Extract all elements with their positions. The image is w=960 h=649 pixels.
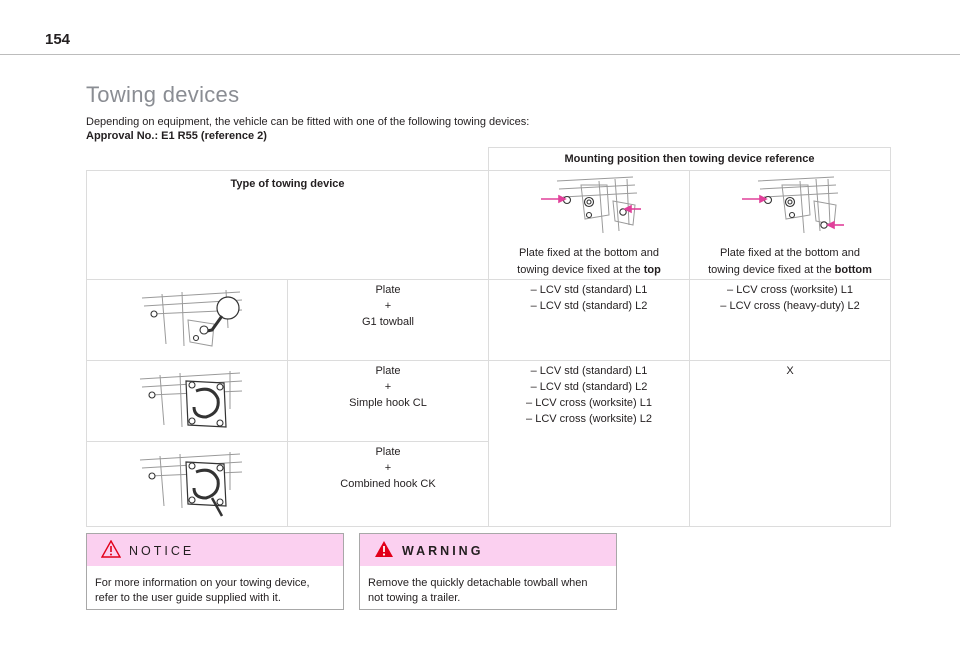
list-item: – LCV cross (worksite) L1: [727, 284, 853, 296]
list-item: – LCV cross (heavy-duty) L2: [720, 300, 860, 312]
position-top-caption-line2: towing device fixed at the: [517, 264, 644, 276]
empty-corner-cell: [87, 148, 489, 171]
warning-box: [359, 533, 617, 610]
list-item: – LCV cross (worksite) L1: [526, 397, 652, 409]
list-item: – LCV std (standard) L2: [530, 381, 648, 393]
position-top-cell: [489, 171, 690, 280]
notice-box: [86, 533, 344, 610]
list-item: – LCV std (standard) L2: [530, 300, 648, 312]
g1-towball-illustration: [122, 284, 252, 352]
towing-type-header: Type of towing device: [87, 171, 489, 280]
position-bottom-caption-bold: bottom: [834, 264, 872, 276]
cl-plus: +: [384, 381, 392, 393]
simple-hook-image-cell: [87, 361, 288, 442]
g1-towball-image-cell: [87, 280, 288, 361]
cl-ck-bottom-not-available: X: [690, 361, 891, 527]
ck-plus: +: [384, 462, 392, 474]
mounting-position-header: Mounting position then towing device reference: [489, 148, 891, 171]
list-item: – LCV std (standard) L1: [530, 284, 648, 296]
position-bottom-cell: [690, 171, 891, 280]
plate-bottom-mount-illustration: [730, 175, 850, 239]
list-item: – LCV cross (worksite) L2: [526, 413, 652, 425]
g1-device-name: G1 towball: [362, 316, 414, 328]
simple-hook-type-cell: [288, 361, 489, 442]
warning-triangle-filled-icon: [374, 540, 394, 558]
cl-device-name: Simple hook CL: [349, 397, 427, 409]
plate-top-mount-illustration: [529, 175, 649, 239]
list-item: – LCV std (standard) L1: [530, 365, 648, 377]
table-row: [87, 280, 891, 361]
position-bottom-caption-line1: Plate fixed at the bottom and: [719, 247, 861, 259]
warning-triangle-outline-icon: [101, 540, 121, 558]
notice-label: NOTICE: [129, 544, 195, 558]
simple-hook-cl-illustration: [122, 365, 252, 433]
cl-ck-top-references: [489, 361, 690, 527]
approval-number: Approval No.: E1 R55 (reference 2): [86, 130, 267, 142]
g1-plus: +: [384, 300, 392, 312]
position-bottom-caption-line2: towing device fixed at the: [708, 264, 835, 276]
warning-text-line1: Remove the quickly detachable towball when: [368, 577, 588, 589]
notice-text-line2: refer to the user guide supplied with it.: [95, 592, 281, 604]
g1-bottom-references: [690, 280, 891, 361]
g1-top-references: [489, 280, 690, 361]
table-row: [87, 361, 891, 442]
warning-label: WARNING: [402, 544, 484, 558]
notice-banner: [87, 534, 343, 566]
notice-text-line1: For more information on your towing device,: [95, 577, 310, 589]
position-top-caption-line1: Plate fixed at the bottom and: [518, 247, 660, 259]
combined-hook-image-cell: [87, 442, 288, 527]
warning-banner: [360, 534, 616, 566]
combined-hook-ck-illustration: [122, 446, 252, 518]
page-number: 154: [45, 31, 71, 48]
position-top-caption-bold: top: [643, 264, 661, 276]
cl-line1: Plate: [375, 365, 401, 377]
towing-devices-table: [86, 147, 891, 527]
header-divider: [0, 54, 960, 55]
ck-device-name: Combined hook CK: [340, 478, 436, 490]
warning-text: [360, 566, 616, 606]
g1-line1: Plate: [375, 284, 401, 296]
page-title: Towing devices: [86, 82, 240, 107]
ck-line1: Plate: [375, 446, 401, 458]
g1-towball-type-cell: [288, 280, 489, 361]
warning-text-line2: not towing a trailer.: [368, 592, 461, 604]
intro-text: Depending on equipment, the vehicle can be fitted with one of the following towing devices:: [86, 116, 530, 128]
notice-text: [87, 566, 343, 606]
combined-hook-type-cell: [288, 442, 489, 527]
